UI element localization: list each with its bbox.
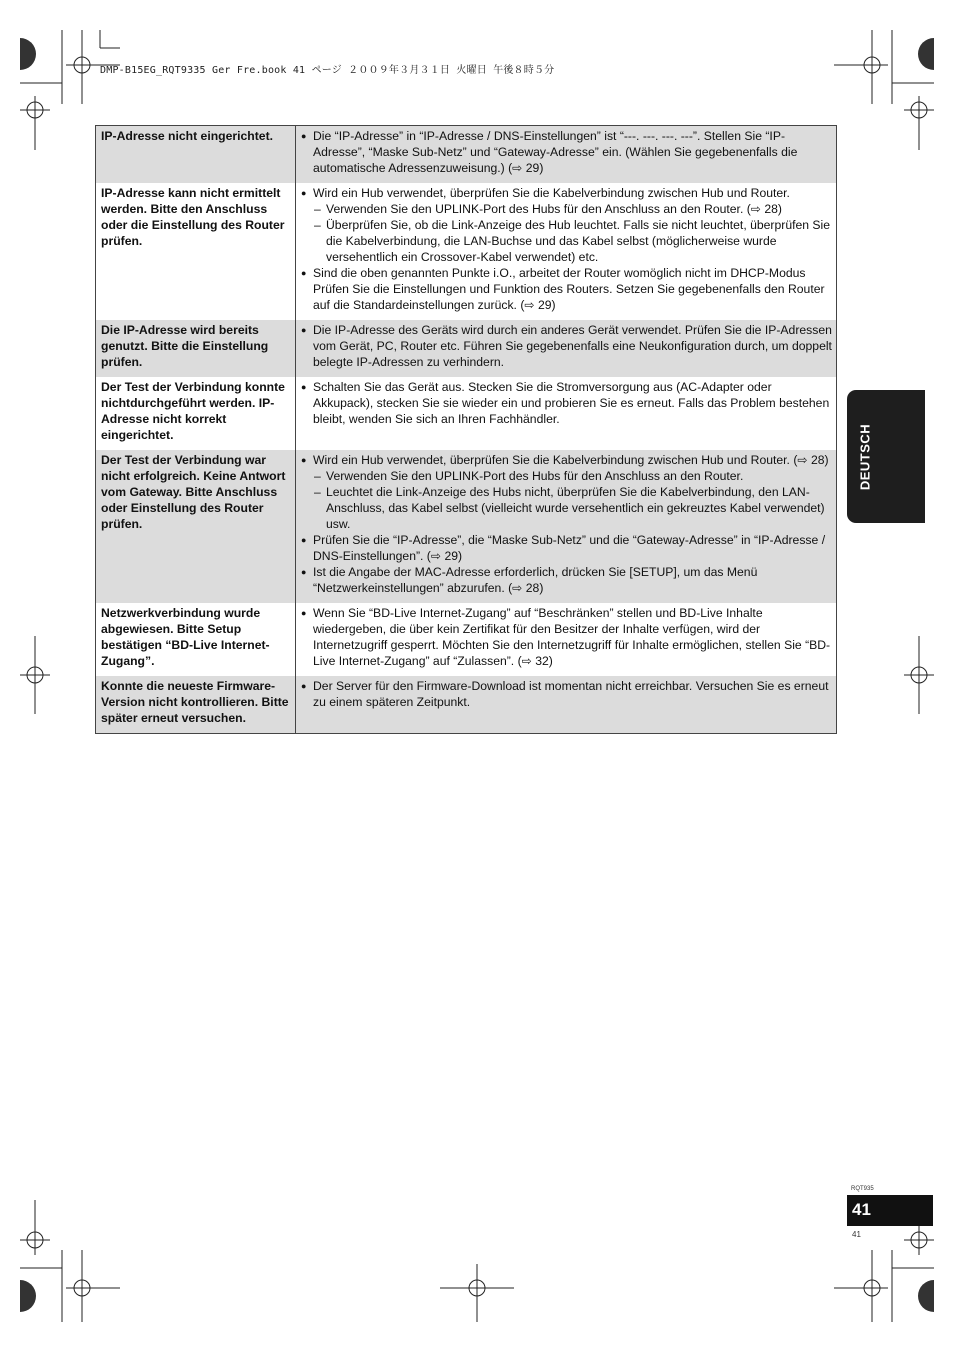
- troubleshooting-table-body: [96, 126, 837, 734]
- page-number-small: 41: [852, 1230, 861, 1239]
- remedy-bullet-item: ● Wenn Sie “BD-Live Internet-Zugang” auf “Beschränken” stellen und BD-Live Inhalte wiedergeben, die über kein Zertifikat für den Besitzer der Inhalte verfügen, wird der Internetzugriff gesperrt. Möchten Sie den Internetzugriff für Inhalte ermöglichen, stellen Sie “BD-Live Internet-Zugang” auf “Zulassen”. (⇨ 32): [300, 605, 832, 669]
- error-message-cell: IP-Adresse kann nicht ermittelt werden. Bitte den Anschluss oder die Einstellung des Router prüfen.: [96, 183, 296, 320]
- remedy-bullet-item: ● Sind die oben genannten Punkte i.O., arbeitet der Router womöglich nicht im DHCP-Modus Prüfen Sie die Einstellungen und Funktion des Routers. Setzen Sie gegebenenfalls den Router auf die Standardeinstellungen zurück. (⇨ 29): [300, 265, 832, 313]
- remedy-sub-item: – Verwenden Sie den UPLINK-Port des Hubs für den Anschluss an den Router.: [300, 468, 832, 484]
- remedy-bullet-item: ● Ist die Angabe der MAC-Adresse erforderlich, drücken Sie [SETUP], um das Menü “Netzwerkeinstellungen” abzurufen. (⇨ 28): [300, 564, 832, 596]
- remedy-bullet-item: ● Prüfen Sie die “IP-Adresse”, die “Maske Sub-Netz” und die “Gateway-Adresse” in “IP-Adresse / DNS-Einstellungen”. (⇨ 29): [300, 532, 832, 564]
- remedy-sub-item: – Überprüfen Sie, ob die Link-Anzeige des Hub leuchtet. Falls sie nicht leuchtet, überprüfen Sie die Kabelverbindung, die LAN-Buchse und das Kabel selbst (möglicherweise wurde versehentlich ein Crossover-Kabel verwendet) etc.: [300, 217, 832, 265]
- print-color-disc-icon: [20, 1280, 36, 1312]
- table-row: [96, 320, 837, 377]
- remedy-bullet-item: ● Wird ein Hub verwendet, überprüfen Sie die Kabelverbindung zwischen Hub und Router. (⇨ 28): [300, 452, 832, 468]
- table-row: [96, 377, 837, 450]
- model-code: RQT935: [851, 1186, 874, 1192]
- remedy-cell: [296, 603, 837, 676]
- remedy-bullet-item: ● Schalten Sie das Gerät aus. Stecken Sie die Stromversorgung aus (AC-Adapter oder Akkupack), stecken Sie sie wieder ein und probieren Sie es erneut. Falls das Problem bestehen bleibt, wenden Sie sich an Ihren Fachhändler.: [300, 379, 832, 427]
- page-number-box: [847, 1195, 933, 1226]
- print-color-disc-icon: [20, 38, 36, 70]
- remedy-list: [300, 128, 832, 176]
- troubleshooting-table: [95, 125, 837, 734]
- remedy-list: [300, 452, 832, 596]
- remedy-list: [300, 605, 832, 669]
- remedy-cell: [296, 450, 837, 603]
- table-row: [96, 126, 837, 184]
- error-message-cell: Konnte die neueste Firmware-Version nicht kontrollieren. Bitte später erneut versuchen.: [96, 676, 296, 734]
- table-row: [96, 603, 837, 676]
- remedy-list: [300, 379, 832, 427]
- table-row: [96, 450, 837, 603]
- remedy-cell: [296, 377, 837, 450]
- language-side-tab-label: DEUTSCH: [857, 423, 873, 491]
- remedy-bullet-item: ● Die “IP-Adresse” in “IP-Adresse / DNS-Einstellungen” ist “---. ---. ---. ---”. Stellen Sie “IP-Adresse”, “Maske Sub-Netz” und “Gateway-Adresse” ein. (Wählen Sie gegebenenfalls die automatische Adressenzuweisung.) (⇨ 29): [300, 128, 832, 176]
- error-message-cell: Der Test der Verbindung war nicht erfolgreich. Keine Antwort vom Gateway. Bitte Anschluss oder Einstellung des Router prüfen.: [96, 450, 296, 603]
- remedy-bullet-item: ● Der Server für den Firmware-Download ist momentan nicht erreichbar. Versuchen Sie es erneut zu einem späteren Zeitpunkt.: [300, 678, 832, 710]
- table-row: [96, 676, 837, 734]
- remedy-list: [300, 322, 832, 370]
- error-message-cell: Netzwerkverbindung wurde abgewiesen. Bitte Setup bestätigen “BD-Live Internet-Zugang”.: [96, 603, 296, 676]
- remedy-bullet-item: ● Die IP-Adresse des Geräts wird durch ein anderes Gerät verwendet. Prüfen Sie die IP-Adressen vom Gerät, PC, Router etc. Führen Sie gegebenenfalls eine Neukonfiguration durch, um doppelt belegte IP-Adressen zu verhindern.: [300, 322, 832, 370]
- remedy-list: [300, 185, 832, 313]
- error-message-cell: Der Test der Verbindung konnte nichtdurchgeführt werden. IP-Adresse nicht korrekt eingerichtet.: [96, 377, 296, 450]
- error-message-cell: IP-Adresse nicht eingerichtet.: [96, 126, 296, 184]
- remedy-list: [300, 678, 832, 710]
- remedy-bullet-item: ● Wird ein Hub verwendet, überprüfen Sie die Kabelverbindung zwischen Hub und Router.: [300, 185, 832, 201]
- remedy-cell: [296, 320, 837, 377]
- remedy-cell: [296, 126, 837, 184]
- table-row: [96, 183, 837, 320]
- error-message-cell: Die IP-Adresse wird bereits genutzt. Bitte die Einstellung prüfen.: [96, 320, 296, 377]
- print-color-disc-icon: [918, 38, 934, 70]
- print-color-disc-icon: [918, 1280, 934, 1312]
- remedy-sub-item: – Leuchtet die Link-Anzeige des Hubs nicht, überprüfen Sie die Kabelverbindung, den LAN-Anschluss, das Kabel selbst (vielleicht wurde versehentlich ein gekreuztes Kabel verwendet) usw.: [300, 484, 832, 532]
- remedy-cell: [296, 676, 837, 734]
- language-side-tab: [847, 390, 925, 523]
- page-number: 41: [852, 1200, 871, 1219]
- remedy-cell: [296, 183, 837, 320]
- book-file-header: DMP-B15EG_RQT9335 Ger Fre.book 41 ページ ２００９年３月３１日 火曜日 午後８時５分: [100, 65, 555, 76]
- remedy-sub-item: – Verwenden Sie den UPLINK-Port des Hubs für den Anschluss an den Router. (⇨ 28): [300, 201, 832, 217]
